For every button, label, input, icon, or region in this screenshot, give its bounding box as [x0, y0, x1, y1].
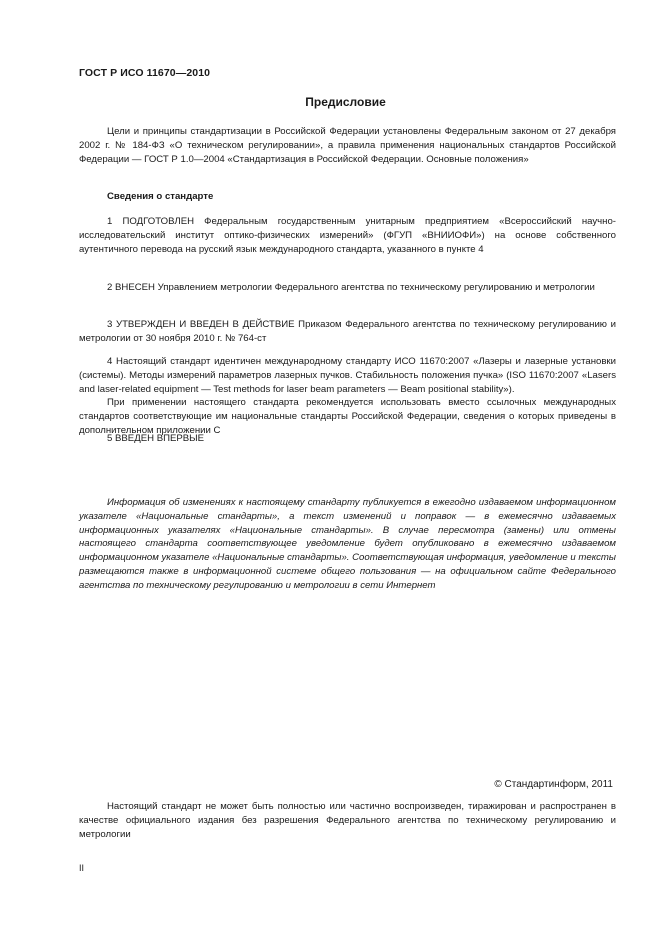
intro-paragraph: Цели и принципы стандартизации в Российской Федерации установлены Федеральным законом от 27 декабря 2002 г. № 184-ФЗ «О техническом регулировании», а правила применения национальных стандартов Российской Федерации — ГОСТ Р 1.0—2004 «Стандартизация в Российской Федерации. Основные положения»	[79, 126, 616, 165]
subhead-block	[79, 190, 616, 204]
item-1-block	[79, 215, 616, 256]
item-1-paragraph: 1 ПОДГОТОВЛЕН Федеральным государственным унитарным предприятием «Всероссийский научно-исследовательский институт оптико-физических измерений» (ФГУП «ВНИИОФИ») на основе собственного аутентичного перевода на русский язык международного стандарта, указанного в пункте 4	[79, 216, 616, 255]
item-4-paragraph: 4 Настоящий стандарт идентичен международному стандарту ИСО 11670:2007 «Лазеры и лазерные установки (системы). Методы измерений параметров лазерных пучков. Стабильность положения пучка» (ISO 11670:2007 «Lasers and laser-related equipment — Test methods for laser beam parameters — Beam positional stability»).	[79, 356, 616, 395]
item-3-paragraph: 3 УТВЕРЖДЕН И ВВЕДЕН В ДЕЙСТВИЕ Приказом Федерального агентства по техническому регулированию и метрологии от 30 ноября 2010 г. № 764-ст	[79, 319, 616, 344]
notice-paragraph: Информация об изменениях к настоящему стандарту публикуется в ежегодно издаваемом информационном указателе «Национальные стандарты», а текст изменений и поправок — в ежемесячно издаваемых информационных указателях «Национальные стандарты». В случае пересмотра (замены) или отмены настоящего стандарта соответствующее уведомление будет опубликовано в ежемесячно издаваемом информационном указателе «Национальные стандарты». Соответствующая информация, уведомление и тексты размещаются также в информационной системе общего пользования — на официальном сайте Федерального агентства по техническому регулированию и метрологии в сети Интернет	[79, 497, 616, 591]
notice-block	[79, 496, 616, 593]
item-4-note-paragraph: При применении настоящего стандарта рекомендуется использовать вместо ссылочных международных стандартов соответствующие им национальные стандарты Российской Федерации, сведения о которых приведены в дополнительном приложении С	[79, 397, 616, 436]
item-4-block	[79, 355, 616, 438]
reproduction-block	[79, 800, 616, 841]
page-title: Предисловие	[305, 95, 386, 109]
reproduction-paragraph: Настоящий стандарт не может быть полностью или частично воспроизведен, тиражирован и распространен в качестве официального издания без разрешения Федерального агентства по техническому регулированию и метрологии	[79, 801, 616, 840]
item-3-block	[79, 318, 616, 346]
copyright-line: © Стандартинформ, 2011	[494, 779, 613, 790]
item-2-paragraph: 2 ВНЕСЕН Управлением метрологии Федерального агентства по техническому регулированию и метрологии	[107, 282, 595, 293]
item-5-block	[79, 432, 616, 446]
item-2-block	[79, 281, 616, 295]
page-number: II	[79, 863, 85, 873]
intro-block	[79, 125, 616, 166]
item-5-paragraph: 5 ВВЕДЕН ВПЕРВЫЕ	[107, 433, 205, 444]
section-subheading: Сведения о стандарте	[107, 191, 214, 202]
document-header: ГОСТ Р ИСО 11670—2010	[79, 67, 211, 79]
